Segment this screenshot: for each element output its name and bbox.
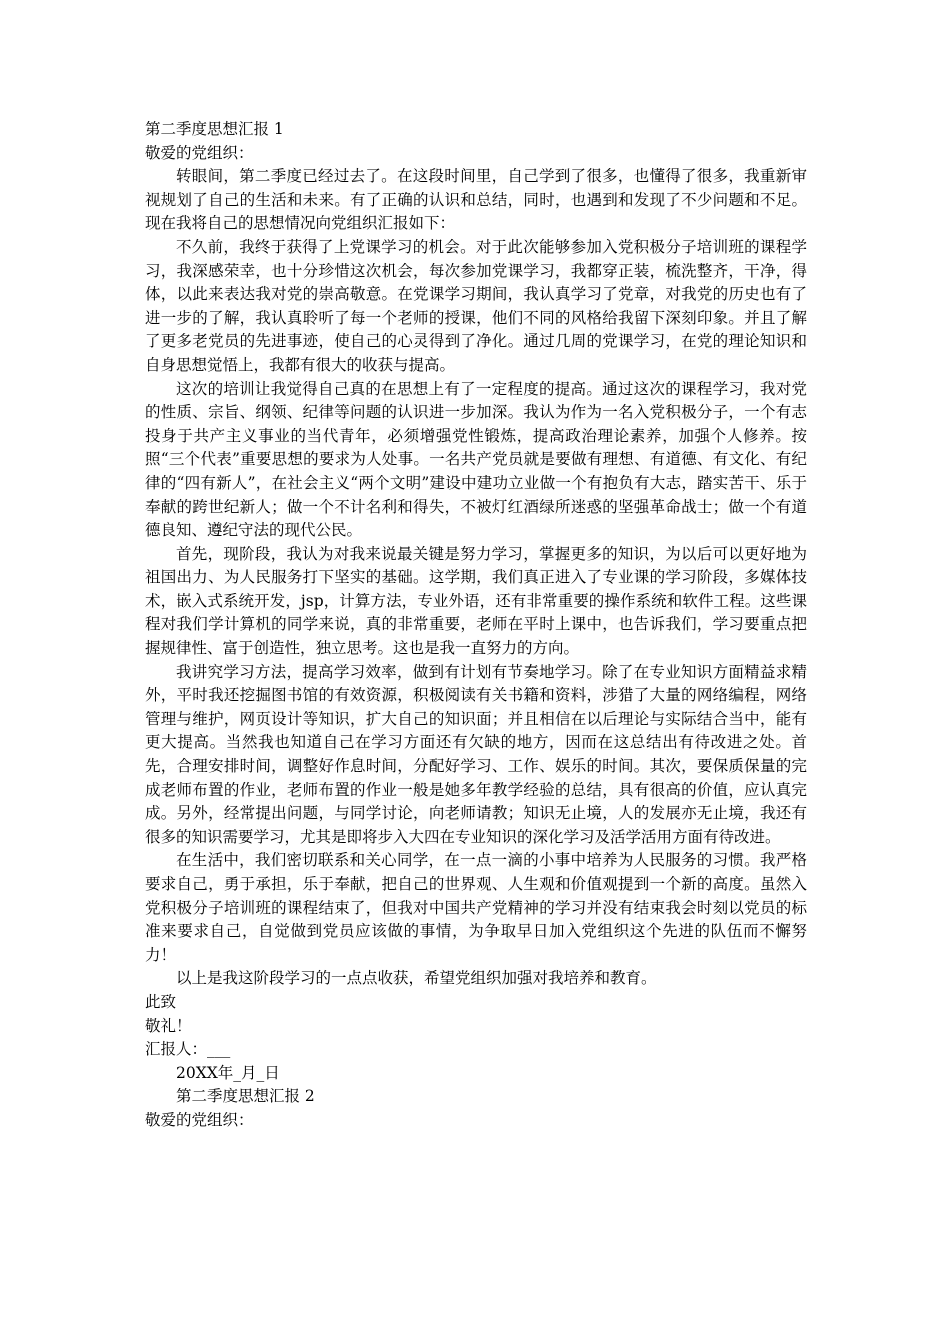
document-page <box>145 118 807 1133</box>
salutation-2: 敬爱的党组织： <box>145 1110 254 1129</box>
reporter-line: 汇报人：___ <box>145 1040 231 1059</box>
document-title-2: 第二季度思想汇报 2 <box>176 1087 315 1106</box>
paragraph-3: 这次的培训让我觉得自己真的在思想上有了一定程度的提高。通过这次的课程学习，我对党的性质、宗旨、纲领、纪律等问题的认识进一步加深。我认为作为一名入党积极分子，一个有志投身于共产主义事业的当代青年，必须增强党性锻炼，提高政治理论素养，加强个人修养。按照“三个代表”重要思想的要求为人处事。一名共产党员就是要做有理想、有道德、有文化、有纪律的“四有新人”，在社会主义“两个文明”建设中建功立业做一个有抱负有大志，踏实苦干、乐于奉献的跨世纪新人；做一个不计名利和得失，不被灯红酒绿所迷惑的坚强革命战士；做一个有道德良知、遵纪守法的现代公民。 <box>145 379 807 540</box>
salutation-1: 敬爱的党组织： <box>145 143 254 162</box>
paragraph-2: 不久前，我终于获得了上党课学习的机会。对于此次能够参加入党积极分子培训班的课程学习，我深感荣幸，也十分珍惜这次机会，每次参加党课学习，我都穿正装，梳洗整齐，干净，得体，以此来表达我对党的崇高敬意。在党课学习期间，我认真学习了党章，对我党的历史也有了进一步的了解，我认真聆听了每一个老师的授课，他们不同的风格给我留下深刻印象。并且了解了更多老党员的先进事迹，使自己的心灵得到了净化。通过几周的党课学习，在党的理论知识和自身思想觉悟上，我都有很大的收获与提高。 <box>145 237 807 374</box>
paragraph-7: 以上是我这阶段学习的一点点收获，希望党组织加强对我培养和教育。 <box>176 969 657 988</box>
paragraph-4: 首先，现阶段，我认为对我来说最关键是努力学习，掌握更多的知识，为以后可以更好地为祖国出力、为人民服务打下坚实的基础。这学期，我们真正进入了专业课的学习阶段，多媒体技术，嵌入式系统开发，jsp，计算方法，专业外语，还有非常重要的操作系统和软件工程。这些课程对我们学计算机的同学来说，真的非常重要，老师在平时上课中，也告诉我们，学习要重点把握规律性、富于创造性，独立思考。这也是我一直努力的方向。 <box>145 544 807 658</box>
date-line: 20XX年_月_日 <box>176 1063 280 1082</box>
document-title-1: 第二季度思想汇报 1 <box>145 120 284 138</box>
paragraph-1: 转眼间，第二季度已经过去了。在这段时间里，自己学到了很多，也懂得了很多，我重新审视规划了自己的生活和未来。有了正确的认识和总结，同时，也遇到和发现了不少问题和不足。现在我将自己的思想情况向党组织汇报如下： <box>145 167 807 233</box>
closing-line-1: 此致 <box>145 992 177 1011</box>
closing-line-2: 敬礼！ <box>145 1016 192 1035</box>
paragraph-6: 在生活中，我们密切联系和关心同学，在一点一滴的小事中培养为人民服务的习惯。我严格要求自己，勇于承担，乐于奉献，把自己的世界观、人生观和价值观提到一个新的高度。虽然入党积极分子培训班的课程结束了，但我对中国共产党精神的学习并没有结束我会时刻以党员的标准来要求自己，自觉做到党员应该做的事情，为争取早日加入党组织这个先进的队伍而不懈努力！ <box>145 851 807 964</box>
paragraph-5: 我讲究学习方法，提高学习效率，做到有计划有节奏地学习。除了在专业知识方面精益求精外，平时我还挖掘图书馆的有效资源，积极阅读有关书籍和资料，涉猎了大量的网络编程，网络管理与维护，网页设计等知识，扩大自己的知识面；并且相信在以后理论与实际结合当中，能有更大提高。当然我也知道自己在学习方面还有欠缺的地方，因而在这总结出有待改进之处。首先，合理安排时间，调整好作息时间，分配好学习、工作、娱乐的时间。其次，要保质保量的完成老师布置的作业，老师布置的作业一般是她多年教学经验的总结，具有很高的价值，应认真完成。另外，经常提出问题，与同学讨论，向老师请教；知识无止境，人的发展亦无止境，我还有很多的知识需要学习，尤其是即将步入大四在专业知识的深化学习及活学活用方面有待改进。 <box>145 662 807 846</box>
